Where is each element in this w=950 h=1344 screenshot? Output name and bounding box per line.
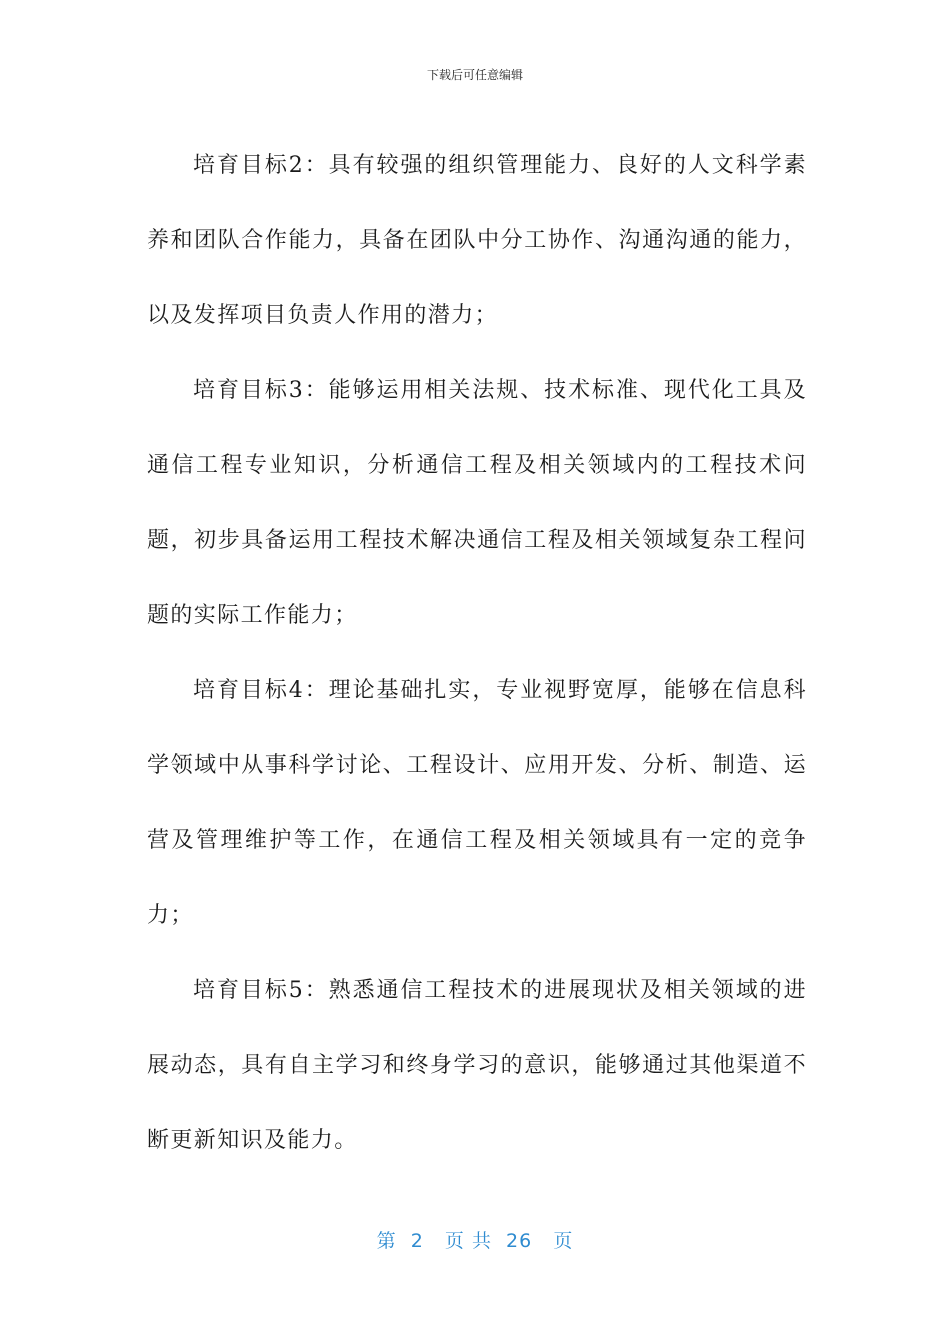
document-body bbox=[147, 128, 807, 1178]
page-number-footer: 第 2 页 共 26 页 bbox=[376, 1230, 574, 1252]
paragraph-goal-2: 培育目标2：具有较强的组织管理能力、良好的人文科学素养和团队合作能力，具备在团队中分工协作、沟通沟通的能力，以及发挥项目负责人作用的潜力； bbox=[147, 153, 807, 328]
paragraph-goal-3: 培育目标3：能够运用相关法规、技术标准、现代化工具及通信工程专业知识，分析通信工程及相关领域内的工程技术问题，初步具备运用工程技术解决通信工程及相关领域复杂工程问题的实际工作能力； bbox=[147, 378, 807, 628]
paragraph-goal-4: 培育目标4：理论基础扎实，专业视野宽厚，能够在信息科学领域中从事科学讨论、工程设计、应用开发、分析、制造、运营及管理维护等工作，在通信工程及相关领域具有一定的竞争力； bbox=[147, 678, 807, 928]
page-header: 下载后可任意编辑 bbox=[426, 68, 523, 82]
paragraph-goal-5: 培育目标5：熟悉通信工程技术的进展现状及相关领域的进展动态，具有自主学习和终身学习的意识，能够通过其他渠道不断更新知识及能力。 bbox=[147, 978, 807, 1153]
